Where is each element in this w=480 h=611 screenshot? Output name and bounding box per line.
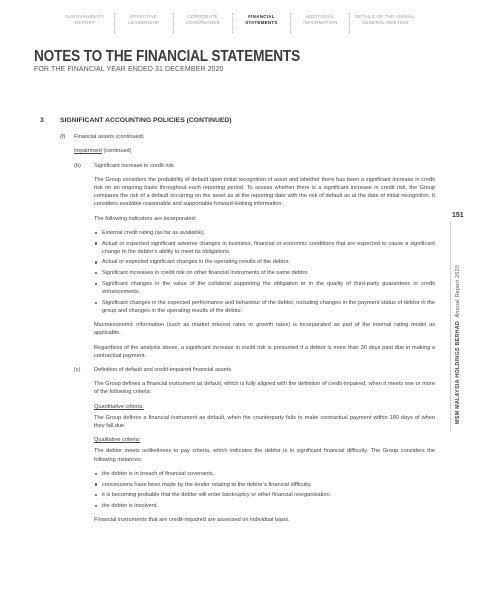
subsection-title: Financial assets (continued) xyxy=(74,134,144,141)
list-item: it is becoming probable that the debtor will enter bankruptcy or other financial reorganisation. xyxy=(94,491,435,499)
nav-additional-information[interactable] xyxy=(291,14,349,36)
list-item: Significant changes in the expected performance and behaviour of the debtor, including changes in the payment status of debtor in the group and changes in the operating results of the debtor. xyxy=(94,299,435,315)
paragraph: Macroeconomic information (such as market interest rates or growth rates) is incorporated as part of the internal rating model as applicable. xyxy=(94,322,435,337)
nav-sustainability-report[interactable] xyxy=(56,14,114,36)
paragraph: The Group defines a financial instrument as default, which is fully aligned with the definition of credit-impaired, when it meets one or more of the following criteria: xyxy=(94,381,435,396)
subsection-label: (f) xyxy=(60,134,66,141)
paragraph: The Group defines a financial instrument as default, when the counterparty fails to make contractual payment within 180 days of when they fall due. xyxy=(94,414,435,429)
top-navigation xyxy=(56,14,420,36)
nav-financial-statements[interactable] xyxy=(233,14,291,36)
impairment-heading xyxy=(74,147,435,155)
item-c-body xyxy=(94,380,435,524)
list-item: External credit rating (as far as available). xyxy=(94,229,435,237)
indicator-list xyxy=(94,229,435,315)
nav-label: GENERAL MEETING xyxy=(361,20,409,25)
list-item: concessions have been made by the lender relating to the debtor’s financial difficulty. xyxy=(94,481,435,489)
item-label: (b) xyxy=(74,162,81,169)
list-item: Actual or expected significant adverse changes in business, financial or economic conditions that are expected to cause a significant change to the debtor’s ability to meet its obligations. xyxy=(94,240,435,256)
sidebar-label xyxy=(455,265,461,424)
nav-label: GOVERNANCE xyxy=(185,20,220,25)
item-label: (c) xyxy=(74,366,81,373)
nav-effective-leadership[interactable] xyxy=(115,14,173,36)
nav-corporate-governance[interactable] xyxy=(174,14,232,36)
criteria-label: Qualitative criteria: xyxy=(94,437,141,444)
paragraph: The following indicators are incorporated: xyxy=(94,215,197,222)
section-heading xyxy=(40,117,435,125)
list-item: the debtor is in breach of financial covenants. xyxy=(94,470,435,478)
paragraph: Regardless of the analysis above, a significant increase in credit risk is presumed if a debtor is more than 30 days past due in making a contractual payment. xyxy=(94,344,435,359)
nav-label: SUSTAINABILITY xyxy=(65,14,105,19)
list-item: Actual or expected significant changes in the operating results of the debtor. xyxy=(94,258,435,266)
company-name: MSM MALAYSIA HOLDINGS BERHAD xyxy=(455,320,461,424)
nav-label: STATEMENTS xyxy=(245,20,278,25)
item-b-body xyxy=(94,176,435,360)
page-subtitle: FOR THE FINANCIAL YEAR ENDED 31 DECEMBER 2020 xyxy=(34,66,224,73)
page-title: NOTES TO THE FINANCIAL STATEMENTS xyxy=(34,48,300,65)
nav-label: LEADERSHIP xyxy=(128,20,160,25)
paragraph: The debtor meets unlikeliness to pay criteria, which indicates the debtor is in significant financial difficulty. The Group considers the following instances: xyxy=(94,448,435,463)
list-item: the debtor is insolvent. xyxy=(94,502,435,510)
item-title: Significant increase in credit risk xyxy=(94,162,174,169)
main-content xyxy=(40,117,435,530)
subsection-f xyxy=(60,133,435,524)
sidebar-divider xyxy=(450,222,451,432)
report-name: Annual Report 2020 xyxy=(455,265,461,318)
impairment-label: Impairment xyxy=(74,148,102,155)
nav-annual-general-meeting[interactable] xyxy=(350,14,420,36)
section-number: 3 xyxy=(40,117,44,124)
page-number: 151 xyxy=(452,212,464,219)
nav-label: INFORMATION xyxy=(303,20,338,25)
list-item: Significant increases in credit risk on other financial instruments of the same debtor. xyxy=(94,269,435,277)
item-title: Definition of default and credit-impaired financial assets xyxy=(94,366,232,373)
nav-label: ADDITIONAL xyxy=(305,14,336,19)
criteria-label: Quantitative criteria: xyxy=(94,403,144,410)
instance-list xyxy=(94,470,435,510)
paragraph: The Group considers the probability of default upon initial recognition of asset and whether there has been a significant increase in credit risk on an ongoing basis throughout each reporting period. To assess whether there is a significant increase in credit risk, the Group compares the risk of a default occurring on the asset as at the reporting date with the risk of default as at the date of initial recognition. It considers available reasonable and supportable forward-looking information. xyxy=(94,176,435,208)
nav-label: DETAILS OF THE ANNUAL xyxy=(354,14,416,19)
nav-label: EFFECTIVE xyxy=(130,14,158,19)
impairment-suffix: (continued) xyxy=(101,148,132,155)
section-title: SIGNIFICANT ACCOUNTING POLICIES (CONTINUED) xyxy=(60,117,232,124)
nav-label: FINANCIAL xyxy=(248,14,275,19)
paragraph: Financial instruments that are credit-impaired are assessed on individual basis. xyxy=(94,517,290,524)
list-item: Significant changes in the value of the collateral supporting the obligation or in the quality of third-party guarantees or credit enhancements. xyxy=(94,280,435,296)
nav-label: CORPORATE xyxy=(187,14,218,19)
nav-label: REPORT xyxy=(74,20,96,25)
